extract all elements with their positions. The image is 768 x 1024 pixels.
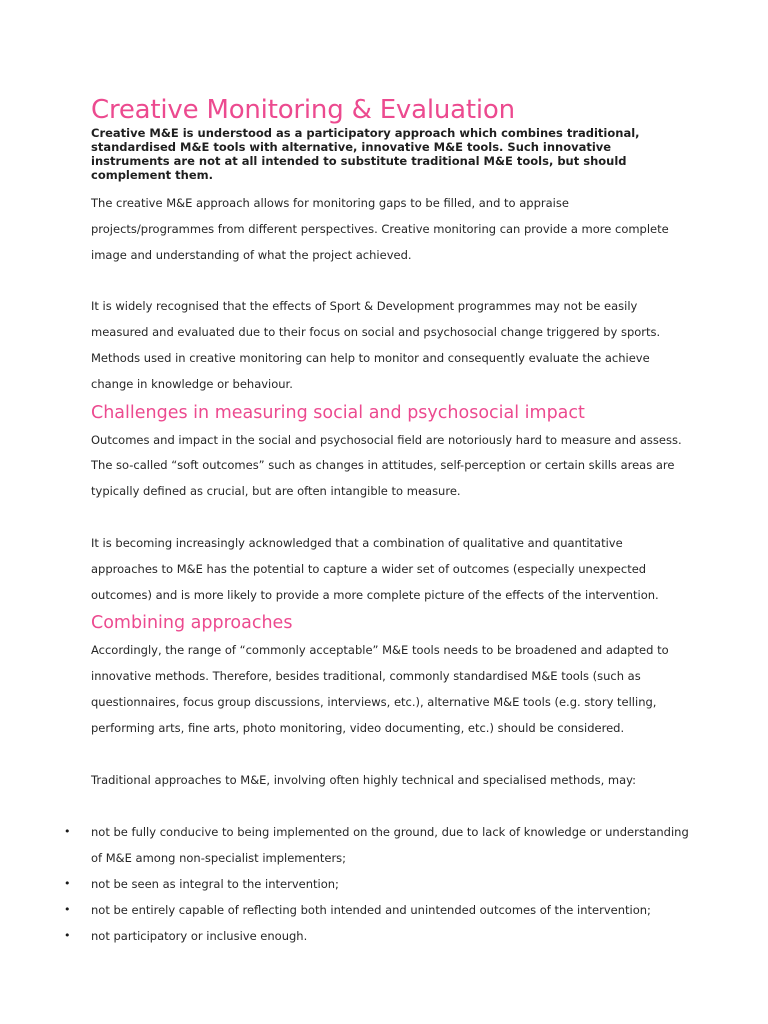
list-item (64, 871, 691, 897)
section-paragraph: Outcomes and impact in the social and psychosocial field are notoriously hard to measure and assess. The so-called “soft outcomes” such as changes in attitudes, self-perception or certain skills areas are typically defined as crucial, but are often intangible to measure. (91, 432, 682, 499)
list-item (64, 923, 691, 949)
list-item-text: not be fully conducive to being implemented on the ground, due to lack of knowledge or understanding of M&E among non-specialist implementers; (91, 825, 689, 866)
list-item-text: not be entirely capable of reflecting both intended and unintended outcomes of the intervention; (91, 903, 651, 918)
document-content (64, 94, 691, 949)
list-item (64, 897, 691, 923)
bullet-icon: • (64, 825, 71, 839)
section-heading-challenges: Challenges in measuring social and psychosocial impact (91, 402, 585, 423)
bullet-list (64, 819, 691, 949)
bullet-icon: • (64, 877, 71, 891)
section-paragraph: Traditional approaches to M&E, involving often highly technical and specialised methods, may: (91, 772, 636, 787)
list-item (64, 819, 691, 871)
section-heading-combining: Combining approaches (91, 613, 293, 634)
intro-paragraph: It is widely recognised that the effects of Sport & Development programmes may not be easily measured and evaluated due to their focus on social and psychosocial change triggered by sports. Methods used in creative monitoring can help to monitor and consequently evaluate the achieve change in knowledge or behaviour. (91, 299, 661, 391)
intro-paragraph: The creative M&E approach allows for monitoring gaps to be filled, and to appraise projects/programmes from different perspectives. Creative monitoring can provide a more complete image and understanding of what the project achieved. (91, 196, 669, 262)
bullet-icon: • (64, 903, 71, 917)
bullet-icon: • (64, 929, 71, 943)
page-title: Creative Monitoring & Evaluation (91, 95, 515, 125)
section-paragraph: Accordingly, the range of “commonly acceptable” M&E tools needs to be broadened and adapted to innovative methods. Therefore, besides traditional, commonly standardised M&E tools (such as questionnaires, focus group discussions, interviews, etc.), alternative M&E tools (e.g. story telling, performing arts, fine arts, photo monitoring, video documenting, etc.) should be considered. (91, 643, 669, 735)
lead-paragraph: Creative M&E is understood as a participatory approach which combines traditional, standardised M&E tools with alternative, innovative M&E tools. Such innovative instruments are not at all intended to substitute traditional M&E tools, but should complement them. (91, 126, 640, 182)
list-item-text: not participatory or inclusive enough. (91, 929, 308, 944)
list-item-text: not be seen as integral to the intervention; (91, 877, 339, 892)
section-paragraph: It is becoming increasingly acknowledged that a combination of qualitative and quantitative approaches to M&E has the potential to capture a wider set of outcomes (especially unexpected outcomes) and is more likely to provide a more complete picture of the effects of the intervention. (91, 535, 659, 602)
